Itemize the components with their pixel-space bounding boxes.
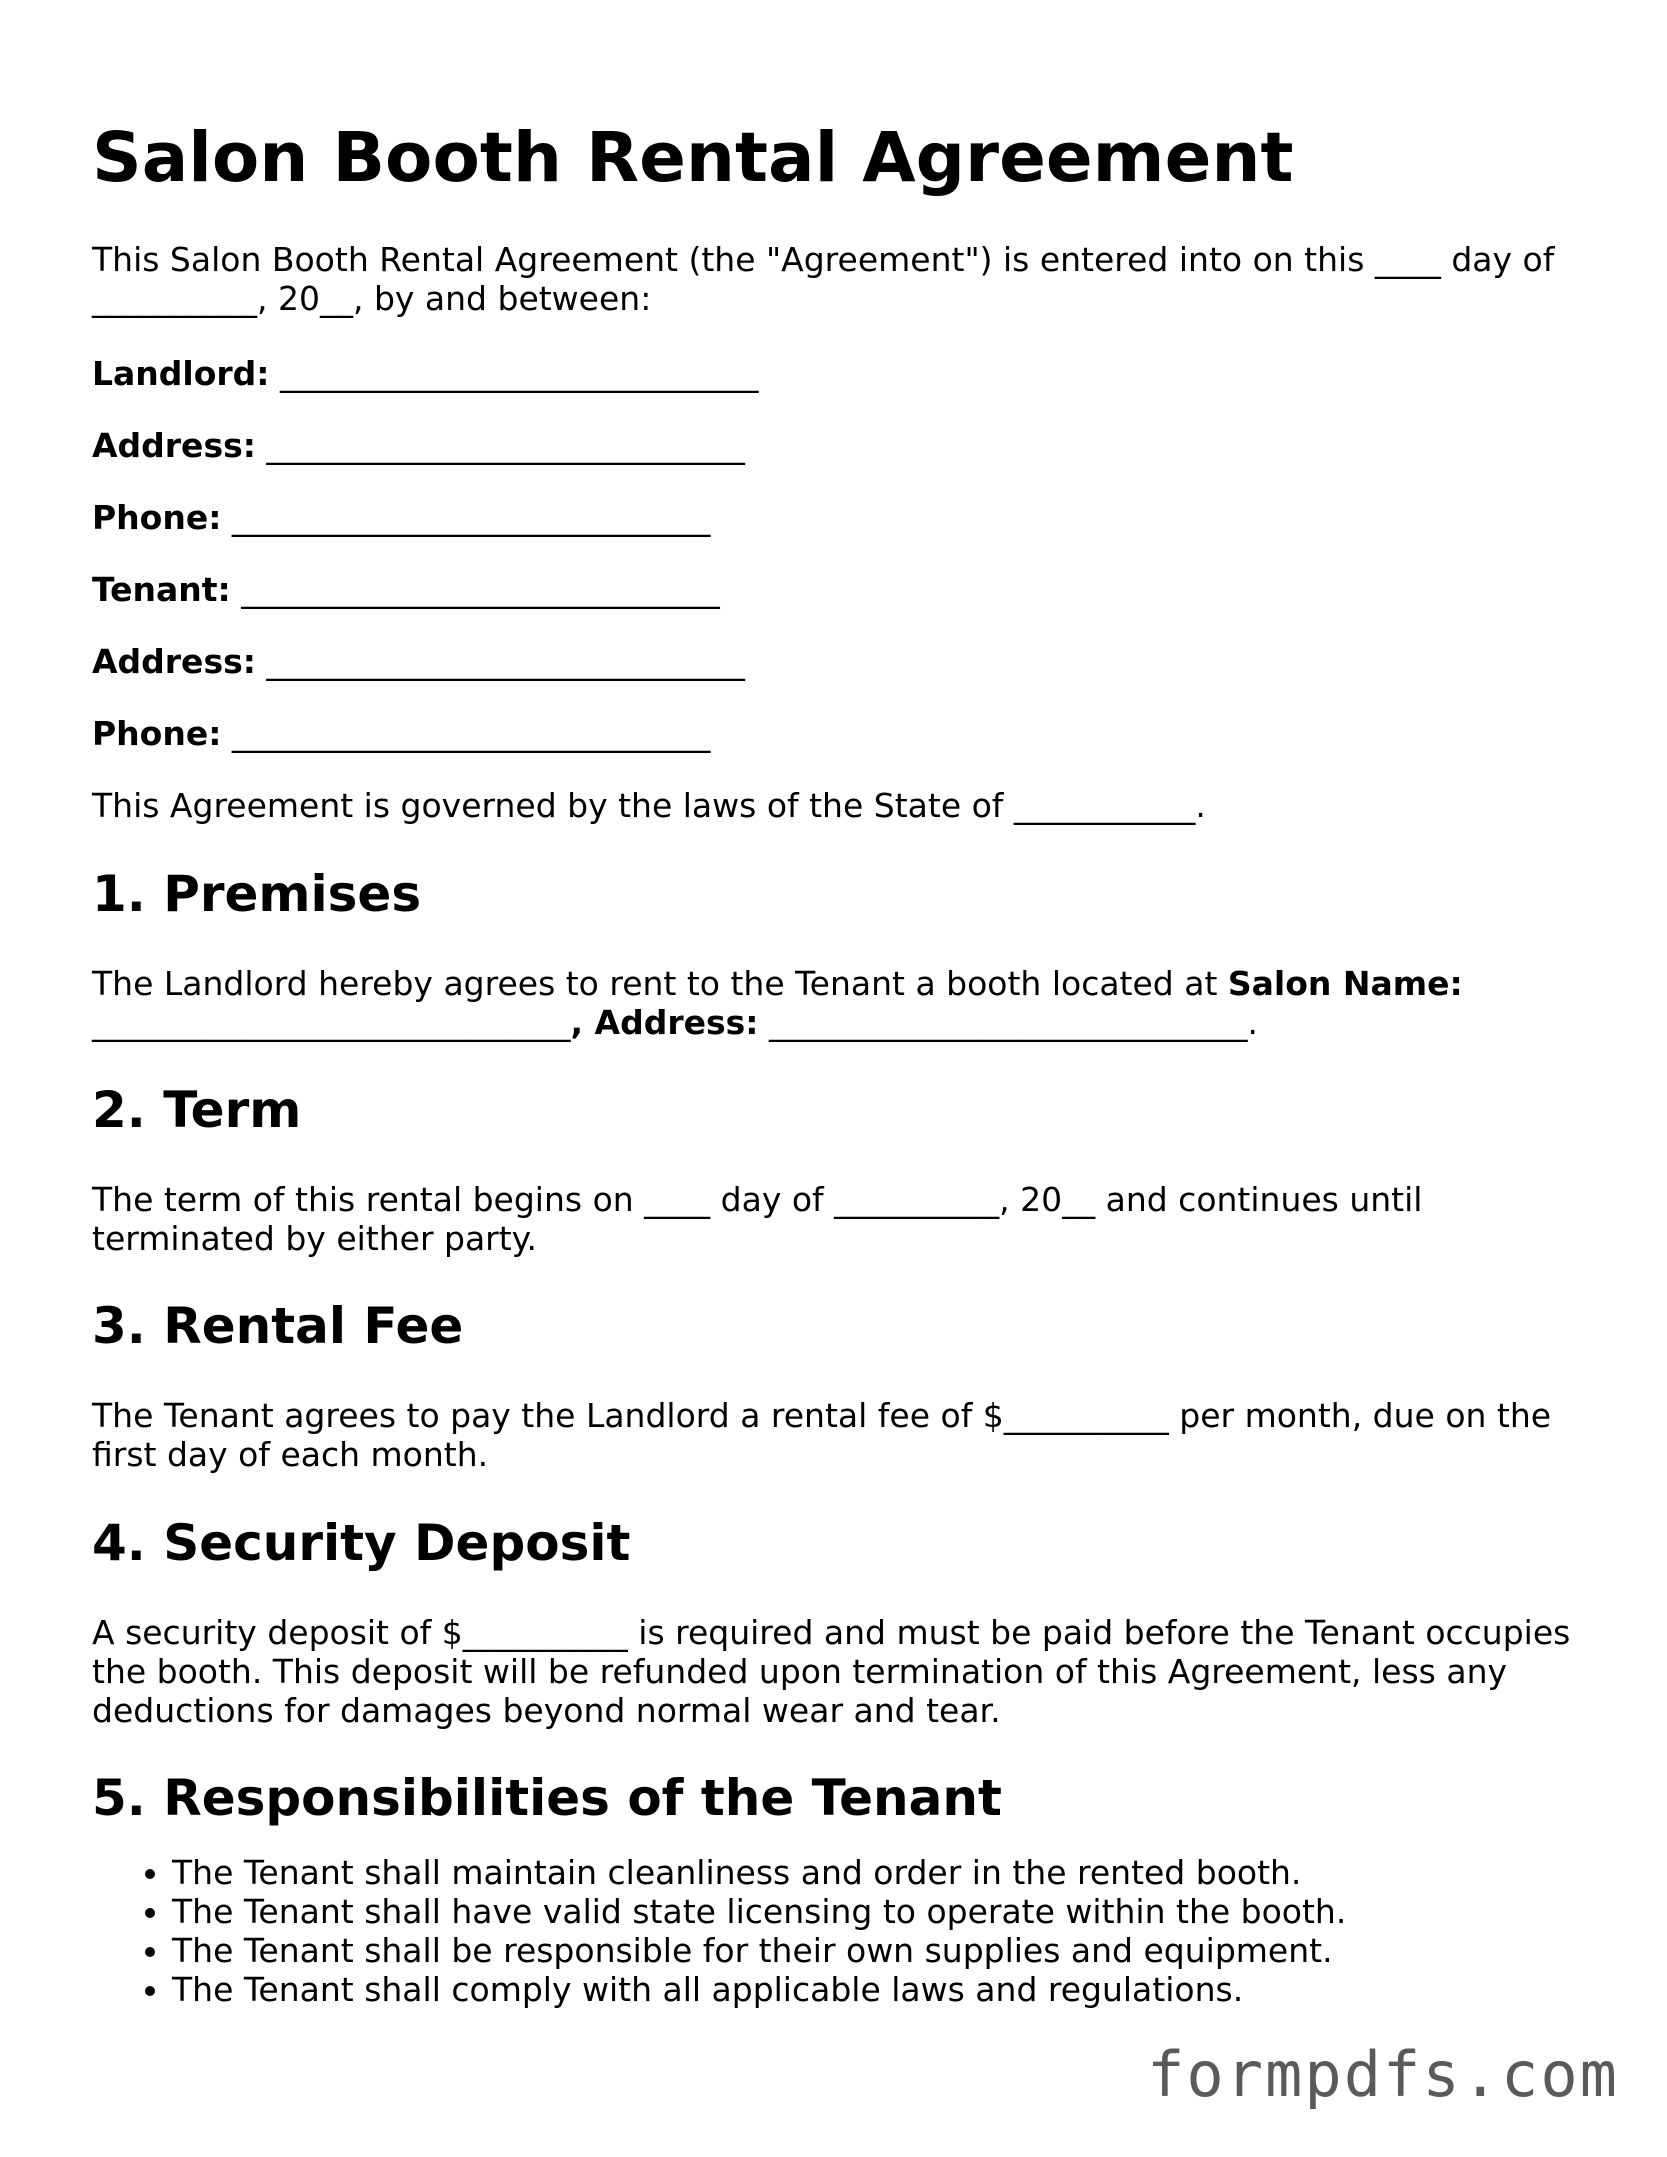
premises-comma: , [570,1003,595,1042]
premises-paragraph [92,964,1592,1042]
tenant-blank: _____________________________ [241,570,720,609]
premises-address-blank: _____________________________ [768,1003,1248,1042]
security-deposit-paragraph: A security deposit of $__________ is required and must be paid before the Tenant occupies the booth. This deposit will be refunded upon termination of this Agreement, less any deductions for damages beyond normal wear and tear. [92,1613,1571,1730]
tenant-field [92,570,720,609]
document-title: Salon Booth Rental Agreement [92,118,1294,198]
landlord-phone-blank: _____________________________ [231,498,711,537]
responsibilities-heading: 5. Responsibilities of the Tenant [92,1769,1002,1827]
rental-fee-paragraph: The Tenant agrees to pay the Landlord a rental fee of $__________ per month, due on the first day of each month. [92,1396,1552,1474]
landlord-phone-field [92,498,710,537]
rental-fee-heading: 3. Rental Fee [92,1297,464,1355]
landlord-blank: _____________________________ [280,354,759,393]
landlord-phone-label: Phone: [92,498,222,537]
landlord-address-field [92,426,745,465]
governing-law-paragraph: This Agreement is governed by the laws of the State of ___________. [92,786,1206,825]
intro-paragraph: This Salon Booth Rental Agreement (the "Agreement") is entered into on this ____ day of __________, 20__, by and between: [92,240,1555,318]
list-item: • The Tenant shall have valid state licensing to operate within the booth. [172,1892,1346,1931]
tenant-address-label: Address: [92,642,256,681]
security-deposit-heading: 4. Security Deposit [92,1514,631,1572]
list-item: • The Tenant shall comply with all applicable laws and regulations. [172,1970,1346,2009]
salon-name-blank: _____________________________ [92,1003,571,1042]
tenant-address-field [92,642,745,681]
premises-text: The Landlord hereby agrees to rent to the Tenant a booth located at [92,964,1228,1003]
tenant-phone-label: Phone: [92,714,222,753]
landlord-label: Landlord: [92,354,270,393]
salon-name-label: Salon Name: [1227,964,1463,1003]
premises-address-label: Address: [594,1003,759,1042]
landlord-address-label: Address: [92,426,256,465]
tenant-label: Tenant: [92,570,231,609]
tenant-phone-blank: _____________________________ [231,714,711,753]
term-paragraph: The term of this rental begins on ____ day of __________, 20__ and continues until terminated by either party. [92,1180,1423,1258]
landlord-address-blank: _____________________________ [266,426,745,465]
responsibilities-list [92,1853,1346,2009]
landlord-field [92,354,759,393]
list-item: • The Tenant shall maintain cleanliness and order in the rented booth. [172,1853,1346,1892]
tenant-phone-field [92,714,710,753]
term-heading: 2. Term [92,1081,302,1139]
list-item: • The Tenant shall be responsible for their own supplies and equipment. [172,1931,1346,1970]
formpdfs-watermark: formpdfs.com [1147,2038,1619,2111]
premises-period: . [1247,1003,1258,1042]
premises-heading: 1. Premises [92,865,422,923]
tenant-address-blank: _____________________________ [266,642,745,681]
